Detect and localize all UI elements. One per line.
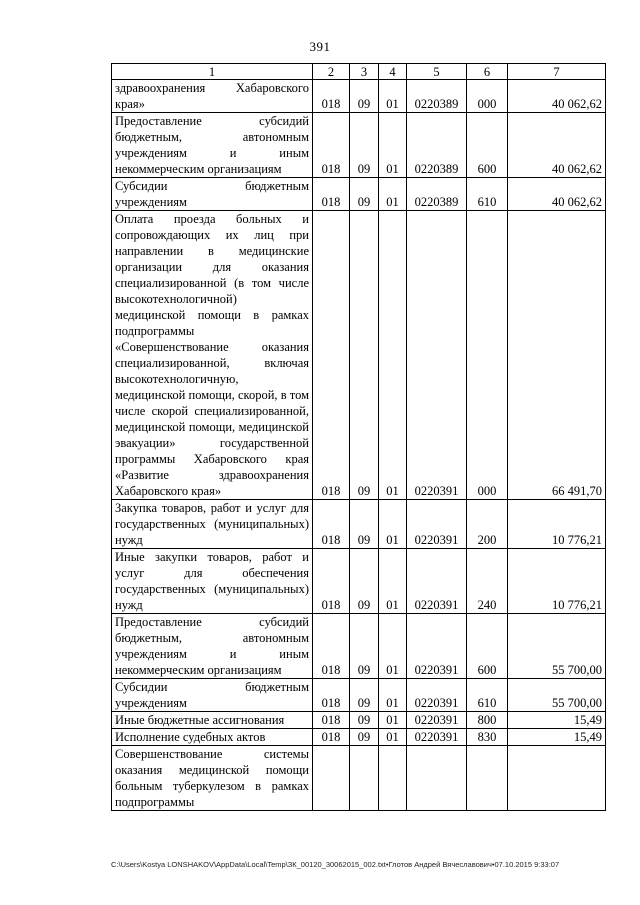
- row-target-cell: 0220391: [407, 549, 467, 614]
- row-target-cell: 0220389: [407, 113, 467, 178]
- row-subsection-cell: 01: [379, 729, 407, 746]
- row-subsection-cell: [379, 746, 407, 811]
- row-amount-cell: 15,49: [508, 712, 606, 729]
- column-header: 1: [112, 64, 313, 80]
- row-ministry-cell: 018: [313, 500, 350, 549]
- row-ministry-cell: 018: [313, 211, 350, 500]
- row-target-cell: [407, 746, 467, 811]
- row-name-cell: Оплата проезда больных и сопровождающих их лиц при направлении в медицинские организации для оказания специализированной (в том числе высокотехнологичной) медицинской помощи в рамках подпрограммы «Совершенствование оказания специализированной, включая высокотехнологичную, медицинской помощи, скорой, в том числе скорой специализированной, медицинской помощи, медицинской эвакуации» государственной программы Хабаровского края «Развитие здравоохранения Хабаровского края»: [112, 211, 313, 500]
- row-name-cell: Иные бюджетные ассигнования: [112, 712, 313, 729]
- row-name-cell: Исполнение судебных актов: [112, 729, 313, 746]
- row-amount-cell: 40 062,62: [508, 178, 606, 211]
- row-expense-type-cell: 240: [467, 549, 508, 614]
- row-subsection-cell: 01: [379, 211, 407, 500]
- row-expense-type-cell: 800: [467, 712, 508, 729]
- row-name-cell: Иные закупки товаров, работ и услуг для обеспечения государственных (муниципальных) нужд: [112, 549, 313, 614]
- row-expense-type-cell: [467, 746, 508, 811]
- row-expense-type-cell: 600: [467, 113, 508, 178]
- row-name-cell: Предоставление субсидий бюджетным, автономным учреждениям и иным некоммерческим организациям: [112, 614, 313, 679]
- row-name-cell: Субсидии бюджетным учреждениям: [112, 679, 313, 712]
- table-row: [112, 80, 606, 113]
- row-target-cell: 0220389: [407, 178, 467, 211]
- row-section-cell: 09: [350, 712, 379, 729]
- row-target-cell: 0220391: [407, 614, 467, 679]
- row-name-cell: Субсидии бюджетным учреждениям: [112, 178, 313, 211]
- row-target-cell: 0220391: [407, 679, 467, 712]
- row-ministry-cell: 018: [313, 614, 350, 679]
- table-row: [112, 614, 606, 679]
- row-ministry-cell: 018: [313, 549, 350, 614]
- row-subsection-cell: 01: [379, 178, 407, 211]
- table-row: [112, 113, 606, 178]
- row-amount-cell: 40 062,62: [508, 80, 606, 113]
- row-ministry-cell: 018: [313, 712, 350, 729]
- row-target-cell: 0220389: [407, 80, 467, 113]
- row-section-cell: 09: [350, 679, 379, 712]
- page-number: 391: [309, 39, 331, 54]
- table-row: [112, 549, 606, 614]
- column-header: 2: [313, 64, 350, 80]
- row-ministry-cell: 018: [313, 178, 350, 211]
- row-name-cell: Закупка товаров, работ и услуг для государственных (муниципальных) нужд: [112, 500, 313, 549]
- row-amount-cell: 10 776,21: [508, 549, 606, 614]
- budget-table: [111, 63, 606, 811]
- column-header: 3: [350, 64, 379, 80]
- row-subsection-cell: 01: [379, 549, 407, 614]
- table-row: [112, 500, 606, 549]
- row-target-cell: 0220391: [407, 712, 467, 729]
- table-row: [112, 729, 606, 746]
- table-row: [112, 211, 606, 500]
- row-expense-type-cell: 200: [467, 500, 508, 549]
- row-name-cell: Совершенствование системы оказания медицинской помощи больным туберкулезом в рамках подпрограммы: [112, 746, 313, 811]
- row-subsection-cell: 01: [379, 113, 407, 178]
- row-name-cell: Предоставление субсидий бюджетным, автономным учреждениям и иным некоммерческим организациям: [112, 113, 313, 178]
- column-header: 7: [508, 64, 606, 80]
- row-subsection-cell: 01: [379, 712, 407, 729]
- row-section-cell: 09: [350, 178, 379, 211]
- column-header: 4: [379, 64, 407, 80]
- row-ministry-cell: 018: [313, 113, 350, 178]
- row-expense-type-cell: 610: [467, 679, 508, 712]
- table-row: [112, 746, 606, 811]
- row-amount-cell: 40 062,62: [508, 113, 606, 178]
- row-subsection-cell: 01: [379, 500, 407, 549]
- row-target-cell: 0220391: [407, 729, 467, 746]
- table-row: [112, 178, 606, 211]
- row-expense-type-cell: 600: [467, 614, 508, 679]
- row-amount-cell: 10 776,21: [508, 500, 606, 549]
- column-header: 5: [407, 64, 467, 80]
- row-expense-type-cell: 000: [467, 80, 508, 113]
- row-target-cell: 0220391: [407, 500, 467, 549]
- table-row: [112, 679, 606, 712]
- column-header: 6: [467, 64, 508, 80]
- row-section-cell: [350, 746, 379, 811]
- row-name-cell: здравоохранения Хабаровского края»: [112, 80, 313, 113]
- row-amount-cell: [508, 746, 606, 811]
- row-ministry-cell: 018: [313, 729, 350, 746]
- row-expense-type-cell: 610: [467, 178, 508, 211]
- row-section-cell: 09: [350, 211, 379, 500]
- row-amount-cell: 15,49: [508, 729, 606, 746]
- table-header-row: [112, 64, 606, 80]
- row-section-cell: 09: [350, 113, 379, 178]
- row-subsection-cell: 01: [379, 614, 407, 679]
- row-amount-cell: 55 700,00: [508, 679, 606, 712]
- row-amount-cell: 55 700,00: [508, 614, 606, 679]
- row-section-cell: 09: [350, 729, 379, 746]
- row-expense-type-cell: 830: [467, 729, 508, 746]
- row-subsection-cell: 01: [379, 80, 407, 113]
- row-ministry-cell: 018: [313, 80, 350, 113]
- row-ministry-cell: [313, 746, 350, 811]
- row-expense-type-cell: 000: [467, 211, 508, 500]
- row-section-cell: 09: [350, 549, 379, 614]
- row-target-cell: 0220391: [407, 211, 467, 500]
- row-ministry-cell: 018: [313, 679, 350, 712]
- row-amount-cell: 66 491,70: [508, 211, 606, 500]
- table-row: [112, 712, 606, 729]
- row-subsection-cell: 01: [379, 679, 407, 712]
- file-path-footer: C:\Users\Kostya LONSHAKOV\AppData\Local\Temp\ЗК_00120_30062015_002.txt•Глотов Андрей Вячеславович•07.10.2015 9:33:07: [111, 860, 560, 869]
- row-section-cell: 09: [350, 80, 379, 113]
- row-section-cell: 09: [350, 500, 379, 549]
- row-section-cell: 09: [350, 614, 379, 679]
